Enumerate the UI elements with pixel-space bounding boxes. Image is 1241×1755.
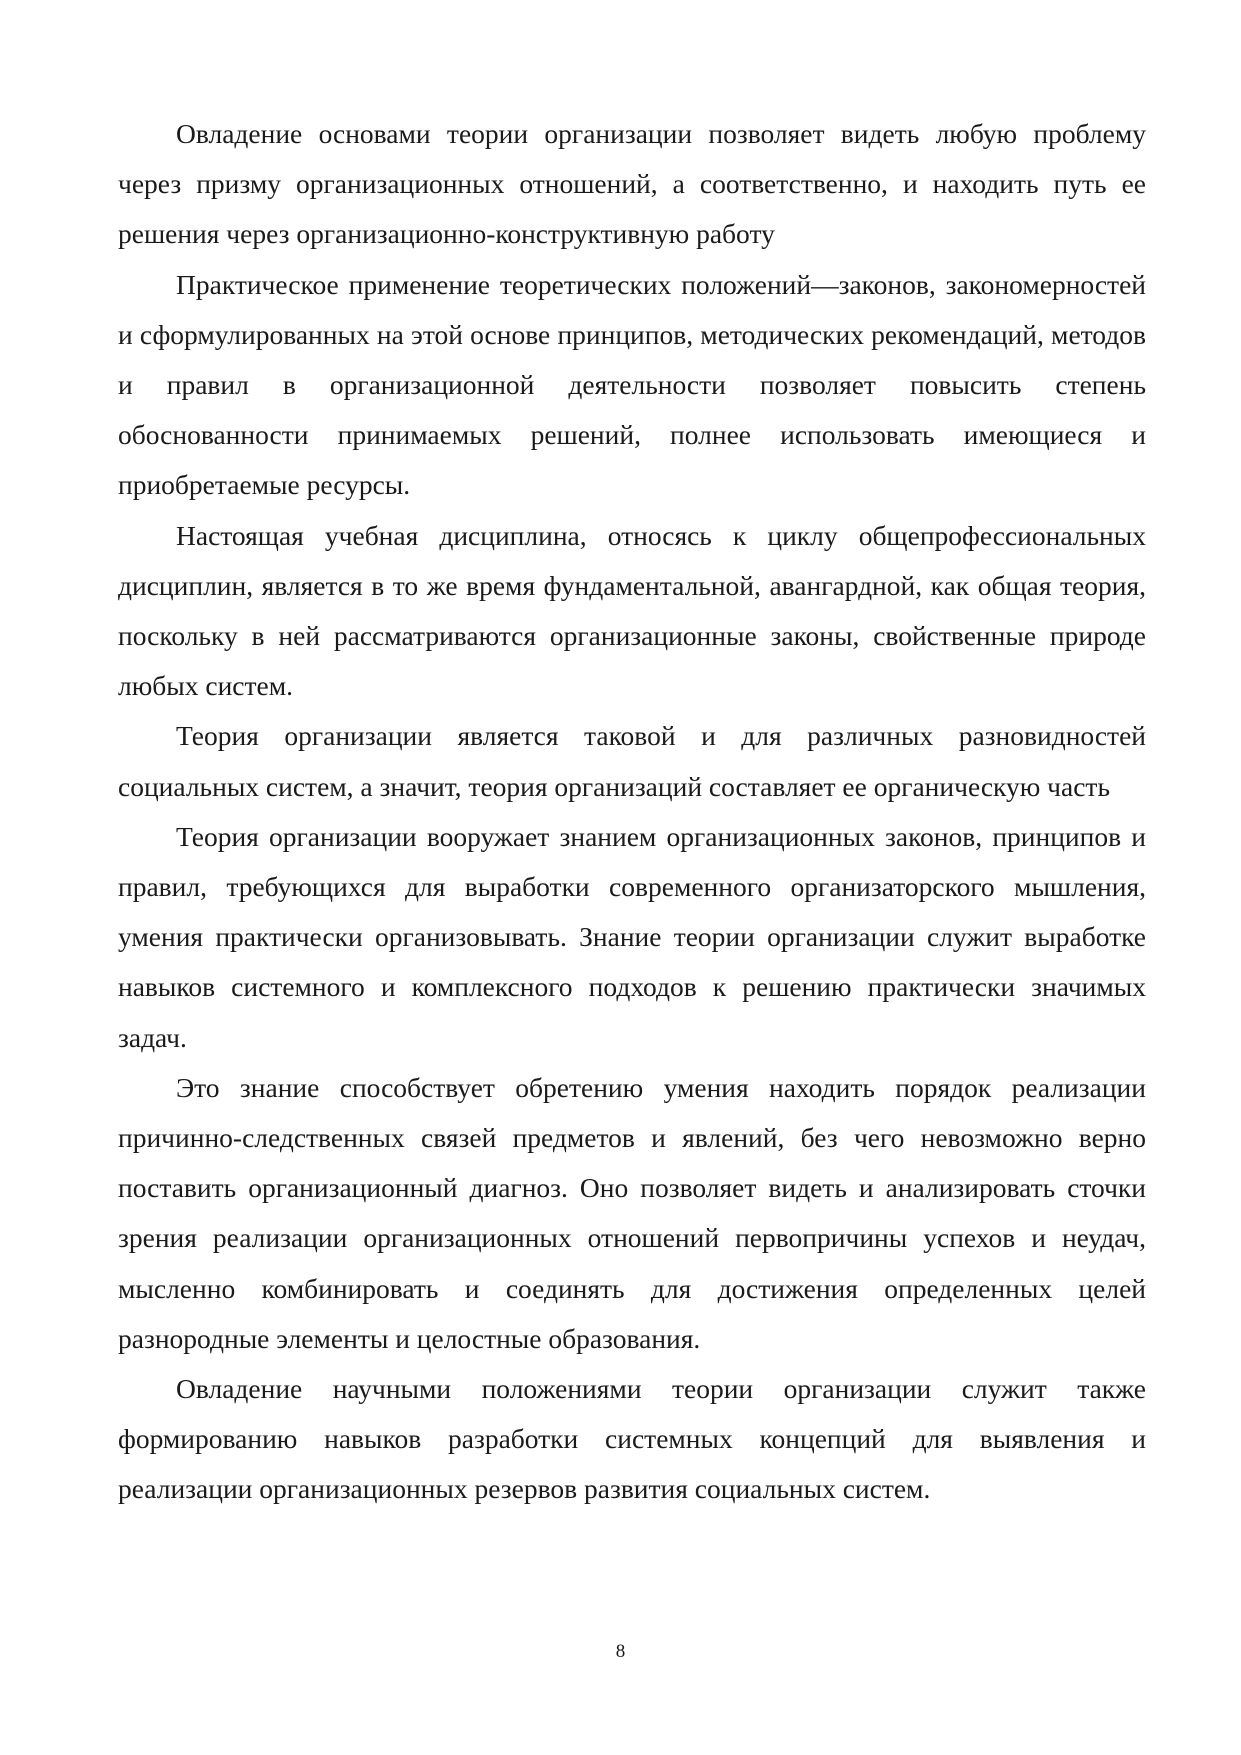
paragraph-3: Настоящая учебная дисциплина, относясь к циклу общепрофессиональных дисциплин, является в то же время фундаментальной, авангардной, как общая теория, поскольку в ней рассматриваются организационные законы, свойственные природе любых систем. <box>118 519 1146 702</box>
paragraph-5: Теория организации вооружает знанием организационных законов, принципов и правил, требующихся для выработки современного организаторского мышления, умения практически организовывать. Знание теории организации служит выработке навыков системного и комплексного подходов к решению практически значимых задач. <box>118 820 1146 1053</box>
body-text <box>118 109 1146 1515</box>
paragraph-6: Это знание способствует обретению умения находить порядок реализации причинно-следственных связей предметов и явлений, без чего невозможно верно поставить организационный диагноз. Оно позволяет видеть и анализировать сточки зрения реализации организационных отношений первопричины успехов и неудач, мысленно комбинировать и соединять для достижения определенных целей разнородные элементы и целостные образования. <box>118 1071 1146 1354</box>
paragraph-7: Овладение научными положениями теории организации служит также формированию навыков разработки системных концепций для выявления и реализации организационных резервов развития социальных систем. <box>118 1373 1146 1505</box>
paragraph-2: Практическое применение теоретических положений—законов, закономерностей и сформулированных на этой основе принципов, методических рекомендаций, методов и правил в организационной деятельности позволяет повысить степень обоснованности принимаемых решений, полнее использовать имеющиеся и приобретаемые ресурсы. <box>118 268 1146 501</box>
paragraph-4: Теория организации является таковой и для различных разновидностей социальных систем, а значит, теория организаций составляет ее органическую часть <box>118 720 1146 802</box>
page-number: 8 <box>615 1641 626 1662</box>
paragraph-1: Овладение основами теории организации позволяет видеть любую проблему через призму организационных отношений, а соответственно, и находить путь ее решения через организационно-конструктивную работу <box>118 118 1146 250</box>
